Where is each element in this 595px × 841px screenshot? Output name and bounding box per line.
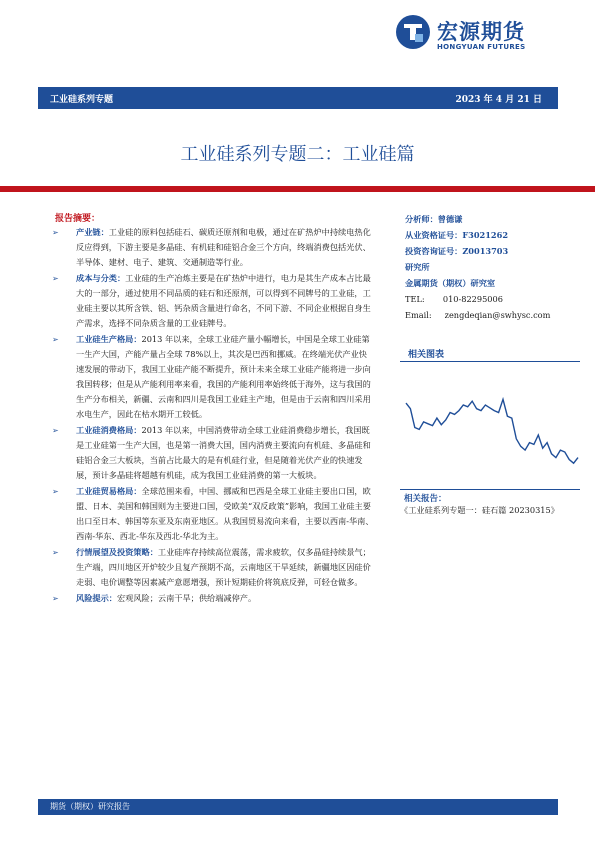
abstract-item-lead: 工业硅消费格局：	[76, 425, 142, 435]
header-date: 2023 年 4 月 21 日	[455, 95, 542, 105]
analyst-consult: Z0013703	[462, 246, 509, 256]
abstract-item	[52, 423, 374, 483]
abstract-item-lead: 工业硅贸易格局：	[76, 486, 142, 496]
arrow-bullet-icon: ➢	[52, 594, 59, 603]
header-series: 工业硅系列专题	[50, 95, 114, 105]
abstract-item-lead: 产业链：	[76, 227, 109, 237]
report-title: 工业硅系列专题二：工业硅篇	[180, 144, 415, 165]
brand-logo	[395, 14, 555, 54]
abstract-item	[52, 484, 374, 544]
brand-name-cn: 宏源期货	[437, 20, 525, 44]
abstract-item	[52, 591, 374, 606]
analyst-institute: 研究所	[405, 262, 430, 272]
analyst-email[interactable]: zengdeqian@swhysc.com	[444, 310, 551, 320]
abstract-item-lead: 行情展望及投资策略：	[76, 547, 158, 557]
related-report-item[interactable]: 《工业硅系列专题一：硅石篇 20230315》	[400, 505, 559, 515]
related-chart-heading-bar	[400, 346, 580, 362]
arrow-bullet-icon: ➢	[52, 335, 59, 344]
related-chart-heading: 相关图表	[408, 350, 445, 360]
arrow-bullet-icon: ➢	[52, 274, 59, 283]
analyst-consult-line	[405, 243, 575, 259]
price-series-line	[406, 399, 578, 463]
abstract-item-text: 2013 年以来，全球工业硅产量小幅增长，中国是全球工业硅第一生产大国，产能产量占全球 78%以上，其次是巴西和挪威。在终端光伏产业快速发展的带动下，我国工业硅产能不断提升，预计未来全球工业硅产能将进一步向我国转移；但是从产能利用率来看，我国的产能利用率始终低于海外，这与我国的生产分布相关，新疆、云南和四川是我国工业硅主产地，但是由于云南和四川采用水电生产，因此在枯水期开工较低。	[76, 334, 371, 419]
analyst-tel-label: TEL:	[405, 294, 425, 304]
brand-name-en: HONGYUAN FUTURES	[437, 43, 526, 51]
abstract-item	[52, 332, 374, 422]
header-bar	[38, 87, 558, 109]
arrow-bullet-icon: ➢	[52, 426, 59, 435]
related-reports-heading: 相关报告：	[400, 489, 580, 504]
brand-mark-icon	[395, 14, 431, 50]
abstract-item-text: 2013 年以来，中国消费带动全球工业硅消费稳步增长，我国既是工业硅第一生产大国，也是第一消费大国，国内消费主要流向有机硅、多晶硅和硅铝合金三大板块，当前占比最大的是有机硅行业，但是随着光伏产业的快速发展，预计多晶硅将超越有机硅，成为我国工业硅消费的第一大板块。	[76, 425, 371, 480]
analyst-name-label: 分析师：	[405, 214, 438, 224]
analyst-email-label: Email:	[405, 310, 432, 320]
abstract-item	[52, 225, 374, 270]
analyst-cert: F3021262	[462, 230, 509, 240]
footer-text: 期货（期权）研究报告	[50, 802, 130, 811]
analyst-tel: 010-82295006	[442, 294, 503, 304]
abstract-item-text: 宏观风险；云南干旱；供给端减停产。	[116, 593, 257, 603]
footer-bar	[38, 799, 558, 815]
arrow-bullet-icon: ➢	[52, 487, 59, 496]
analyst-info	[405, 211, 575, 323]
arrow-bullet-icon: ➢	[52, 228, 59, 237]
abstract-item	[52, 545, 374, 590]
abstract-item-text: 工业硅的原料包括硅石、碳质还原剂和电极，通过在矿热炉中持续电热化反应得到，下游主要是多晶硅、有机硅和硅铝合金三个方向，终端消费包括光伏、半导体、建材、电子、建筑、交通制造等行业。	[76, 227, 371, 267]
abstract-item	[52, 271, 374, 331]
analyst-tel-line	[405, 291, 575, 307]
title-divider	[0, 186, 595, 192]
abstract-item-text: 工业硅的生产冶炼主要是在矿热炉中进行，电力是其生产成本占比最大的一部分，通过使用不同品质的硅石和还原剂，可以得到不同牌号的工业硅，工业硅主要以其所含铁、铝、钙杂质含量进行命名，不同下游、不同企业根据自身生产需求，选择不同杂质含量的工业硅牌号。	[76, 273, 371, 328]
analyst-name: 曾德谦	[437, 214, 463, 224]
abstract-list	[52, 225, 374, 607]
analyst-cert-line	[405, 227, 575, 243]
abstract-heading: 报告摘要：	[55, 214, 101, 224]
analyst-cert-label: 从业资格证号：	[405, 230, 463, 240]
arrow-bullet-icon: ➢	[52, 548, 59, 557]
analyst-dept: 金属期货（期权）研究室	[405, 278, 496, 288]
analyst-name-line	[405, 211, 575, 227]
analyst-email-line	[405, 307, 575, 323]
analyst-consult-label: 投资咨询证号：	[405, 246, 463, 256]
abstract-item-lead: 风险提示：	[76, 593, 117, 603]
abstract-item-lead: 成本与分类：	[76, 273, 126, 283]
price-line-chart	[400, 365, 582, 475]
abstract-item-text: 全球范围来看，中国、挪威和巴西是全球工业硅主要出口国，欧盟、日本、美国和韩国则为主要进口国，受欧美“双反政策”影响，我国工业硅主要出口至日本、韩国等东亚及东南亚地区。从我国贸易流向来看，主要以西南-华南、西南-华东、西北-华东及西北-华北为主。	[76, 486, 374, 541]
abstract-item-text: 工业硅库存持续高位震荡，需求疲软，仅多晶硅持续景气；生产端，四川地区开炉较少且复产预期不高，云南地区干旱延续，新疆地区因硅价走弱、电价调整等因素减产意愿增强，预计短期硅价将筑底反弹，可轻仓做多。	[76, 547, 371, 587]
abstract-item-lead: 工业硅生产格局：	[76, 334, 142, 344]
